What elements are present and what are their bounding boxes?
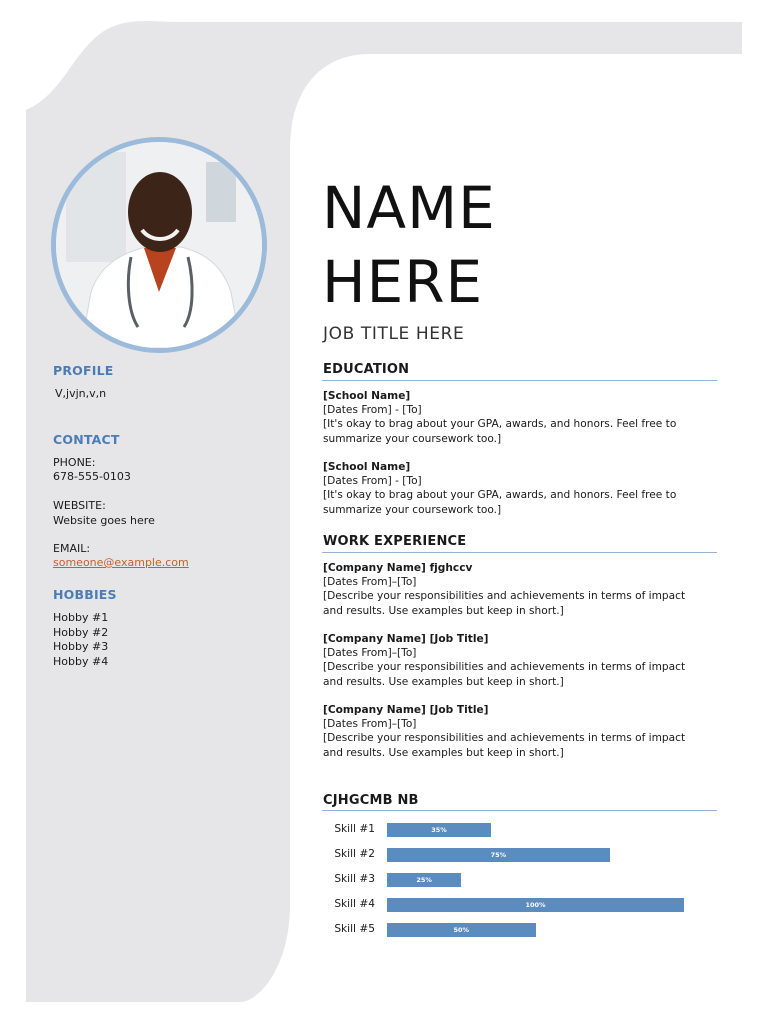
skill-label: Skill #3 [334,873,375,885]
school-name: [School Name] [323,461,411,473]
education-entry [323,389,703,446]
skill-bar-track [387,898,684,912]
work-entry [323,703,703,760]
skill-label: Skill #2 [334,848,375,860]
hobbies-heading: HOBBIES [53,587,117,602]
skill-bar [387,873,461,887]
name-line-2: HERE [322,248,484,316]
work-description: and results. Use examples but keep in short.] [323,746,564,759]
skill-bar [387,898,684,912]
skill-bar [387,923,536,937]
work-description: [Describe your responsibilities and achievements in terms of impact [323,732,686,745]
education-dates: [Dates From] - [To] [323,475,422,488]
section-divider [322,552,717,553]
skill-bar-label: 25% [416,876,432,884]
work-experience-heading: WORK EXPERIENCE [323,534,467,549]
skill-bar-track [387,923,684,937]
phone-label: PHONE: [53,456,96,469]
skill-bar-track [387,823,684,837]
skill-bar [387,823,491,837]
section-divider [322,380,717,381]
skill-bar-label: 75% [490,851,507,859]
skill-bar-label: 50% [453,926,470,934]
work-description: [Describe your responsibilities and achievements in terms of impact [323,661,686,674]
education-description: [It's okay to brag about your GPA, awards, and honors. Feel free to [323,418,677,431]
work-dates: [Dates From]–[To] [323,718,417,731]
phone-value: 678-555-0103 [53,470,131,483]
education-description: [It's okay to brag about your GPA, awards, and honors. Feel free to [323,489,677,502]
skill-bar-label: 100% [525,901,546,909]
skill-bar-track [387,873,684,887]
education-description: summarize your coursework too.] [323,503,502,516]
job-title: JOB TITLE HERE [323,324,465,344]
education-description: summarize your coursework too.] [323,432,502,445]
company-title: [Company Name] fjghccv [323,562,473,574]
hobby-item: Hobby #4 [53,655,109,668]
work-description: and results. Use examples but keep in short.] [323,604,564,617]
work-dates: [Dates From]–[To] [323,576,417,589]
section-divider [322,810,717,811]
skill-label: Skill #4 [334,898,375,910]
profile-text: V,jvjn,v,n [55,387,107,400]
skill-label: Skill #5 [334,923,375,935]
website-label: WEBSITE: [53,499,106,512]
education-entry [323,460,703,517]
profile-heading: PROFILE [53,363,114,378]
work-entry [323,632,703,689]
hobby-item: Hobby #3 [53,640,109,653]
skills-heading: CJHGCMB NB [323,793,419,808]
hobby-item: Hobby #2 [53,626,109,639]
profile-photo [51,137,267,353]
company-title: [Company Name] [Job Title] [323,704,489,716]
skill-label: Skill #1 [334,823,375,835]
work-entry [323,561,703,618]
education-dates: [Dates From] - [To] [323,404,422,417]
email-link[interactable]: someone@example.com [53,556,189,569]
skill-bar-label: 35% [431,826,447,834]
company-title: [Company Name] [Job Title] [323,633,489,645]
email-label: EMAIL: [53,542,91,555]
contact-heading: CONTACT [53,432,120,447]
name-line-1: NAME [322,174,496,242]
hobby-item: Hobby #1 [53,611,109,624]
skill-bar-track [387,848,684,862]
website-value: Website goes here [53,514,155,527]
work-dates: [Dates From]–[To] [323,647,417,660]
skill-bar [387,848,610,862]
work-description: and results. Use examples but keep in short.] [323,675,564,688]
education-heading: EDUCATION [323,362,410,377]
school-name: [School Name] [323,390,411,402]
work-description: [Describe your responsibilities and achievements in terms of impact [323,590,686,603]
